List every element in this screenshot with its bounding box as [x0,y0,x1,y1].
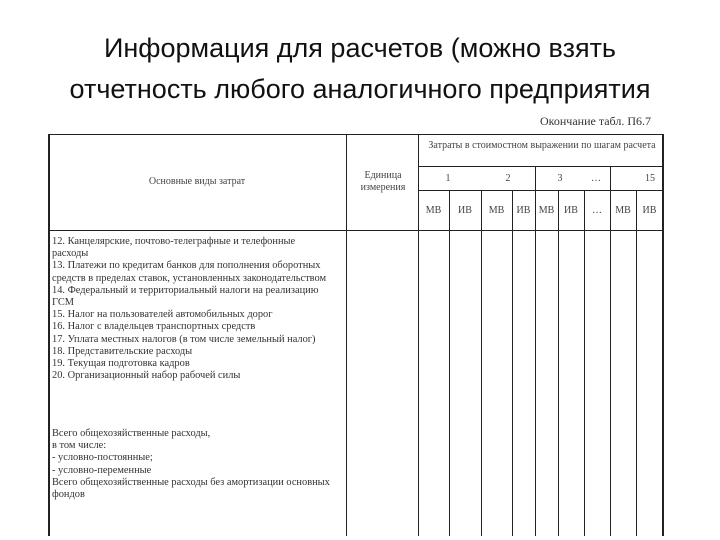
list-item: 19. Текущая подготовка кадров [52,358,190,370]
list-item: Всего общехозяйственные расходы без амортизации основных [52,476,330,488]
subcol-label: ИВ [458,205,472,216]
list-item: - условно-переменные [52,464,152,476]
subcol-label: МВ [425,205,442,216]
list-item: 20. Организационный набор рабочей силы [52,370,241,382]
subcol-label: ИВ [642,205,657,216]
totals-list [52,428,347,501]
table-caption: Окончание табл. П6.7 [540,114,652,128]
subcol-label: МВ [615,205,631,216]
list-item: 14. Федеральный и территориальный налоги на реализацию [52,284,319,296]
list-item: расходы [52,248,89,260]
col-divider [418,134,419,536]
list-item: средств в пределах ставок, установленных законодательством [52,272,327,284]
list-item: ГСМ [52,297,75,309]
header-unit: Единица измерения [360,170,406,193]
header-main-costs: Основные виды затрат [148,176,246,187]
col-divider [449,190,450,536]
step-label: 1 [445,173,451,184]
col-divider [558,190,559,536]
list-item: 18. Представительские расходы [52,345,193,357]
list-item: 13. Платежи по кредитам банков для пополнения оборотных [52,260,321,272]
subcol-label: ИВ [564,205,578,216]
header-costs-by-step: Затраты в стоимостном выражении по шагам расчета [428,140,656,151]
table-border-right [662,134,664,536]
subcol-label: МВ [538,205,555,216]
subcol-label: МВ [488,205,505,216]
step-label: 3 [557,173,563,184]
table-border-left [48,134,50,536]
header-line [418,190,663,191]
list-item: 15. Налог на пользователей автомобильных дорог [52,309,273,321]
cost-items-list [52,236,347,382]
list-item: фондов [52,489,85,501]
list-item: 17. Уплата местных налогов (в том числе земельный налог) [52,333,316,345]
col-divider [512,190,513,536]
subcol-label: ИВ [516,205,531,216]
list-item: Всего общехозяйственные расходы, [52,428,211,439]
header-line [418,166,663,167]
step-label: 15 [645,173,655,184]
header-bottom-line [48,230,663,231]
step-label: … [591,173,601,184]
list-item: 16. Налог с владельцев транспортных средств [52,321,256,333]
subcol-label: … [592,205,602,216]
col-divider [610,166,611,536]
col-divider [584,190,585,536]
slide-title-line2: отчетность любого аналогичного предприятия [69,74,651,104]
step-label: 2 [505,173,511,184]
slide-title-line1: Информация для расчетов (можно взять [103,33,616,63]
col-divider [481,190,482,536]
list-item: 12. Канцелярские, почтово-телеграфные и телефонные [52,236,296,247]
list-item: в том числе: [52,440,107,452]
col-divider [636,190,637,536]
table-border-top [48,134,663,135]
list-item: - условно-постоянные; [52,452,153,464]
col-divider [535,166,536,536]
